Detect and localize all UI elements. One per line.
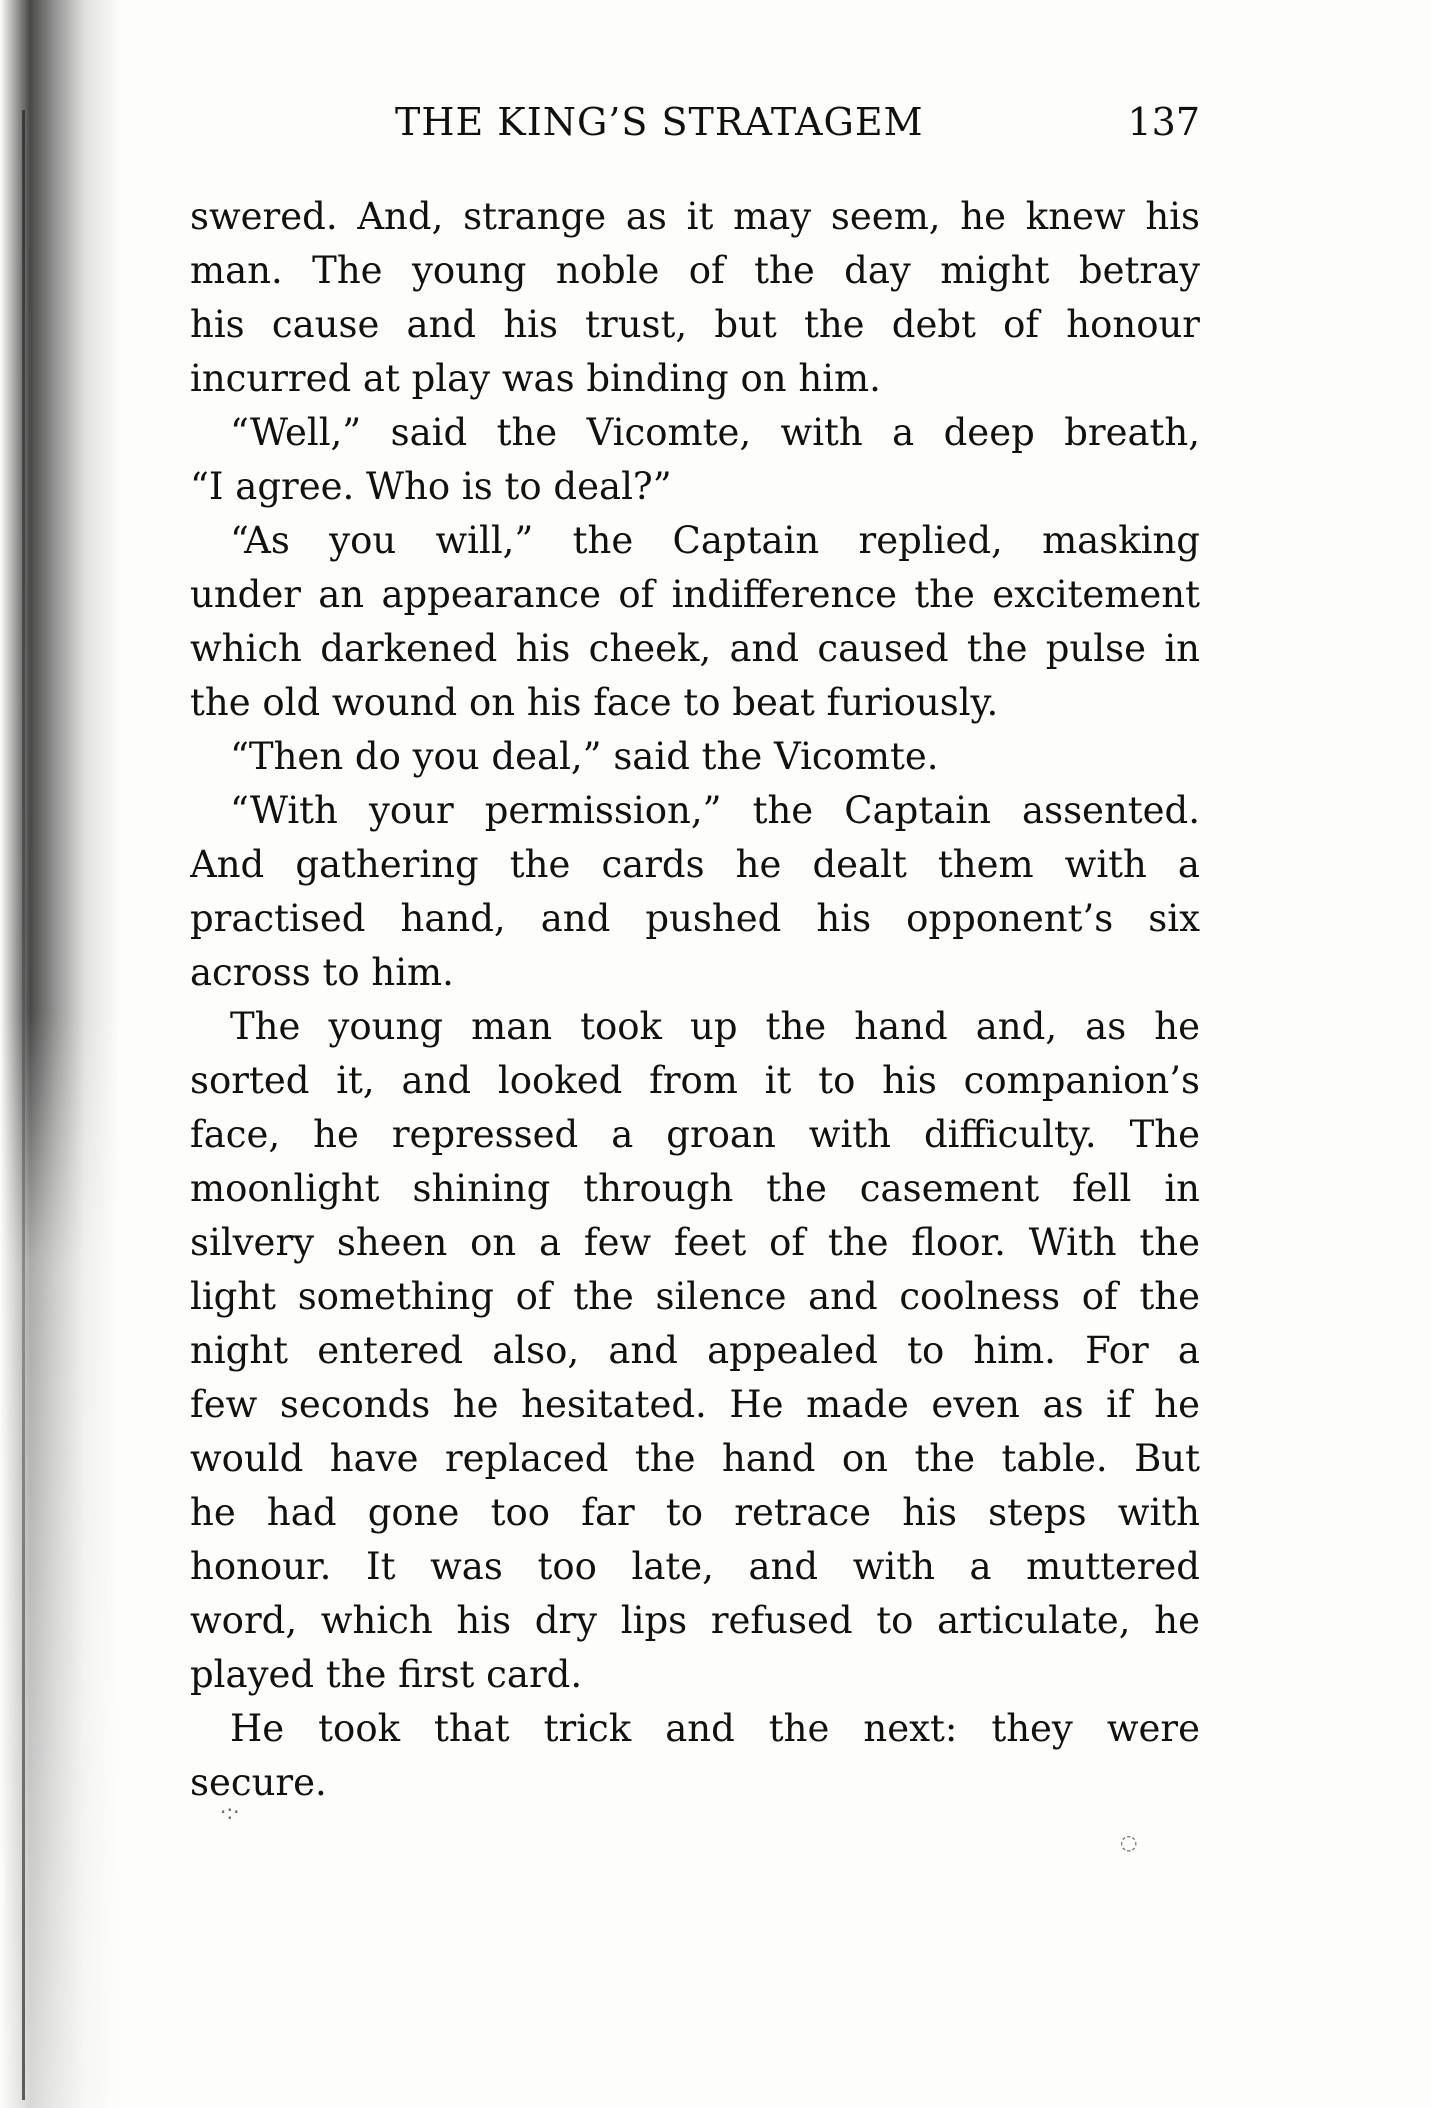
text-line: practised hand, and pushed his opponent’s six <box>190 897 1200 940</box>
text-line: which darkened his cheek, and caused the pulse in <box>190 627 1200 670</box>
text-line: silvery sheen on a few feet of the floor. With the <box>190 1221 1200 1264</box>
running-title: THE KING’S STRATAGEM <box>395 100 924 144</box>
running-header <box>190 100 1200 160</box>
binding-edge <box>22 110 25 2100</box>
text-line: under an appearance of indifference the excitement <box>190 573 1200 616</box>
text-line: sorted it, and looked from it to his companion’s <box>190 1059 1200 1102</box>
text-line: face, he repressed a groan with difficulty. The <box>190 1113 1200 1156</box>
text-line: “As you will,” the Captain replied, masking <box>230 519 1200 562</box>
text-line: his cause and his trust, but the debt of honour <box>190 303 1200 346</box>
text-line: would have replaced the hand on the table. But <box>190 1437 1200 1480</box>
text-line: few seconds he hesitated. He made even as if he <box>190 1383 1200 1426</box>
text-line: incurred at play was binding on him. <box>190 357 881 400</box>
text-line: played the first card. <box>190 1653 583 1696</box>
text-line: word, which his dry lips refused to articulate, he <box>190 1599 1200 1642</box>
text-line: The young man took up the hand and, as he <box>230 1005 1200 1048</box>
text-line: He took that trick and the next: they were <box>230 1707 1200 1750</box>
text-line: “Well,” said the Vicomte, with a deep breath, <box>230 411 1200 454</box>
text-line: swered. And, strange as it may seem, he knew his <box>190 195 1200 238</box>
text-line: the old wound on his face to beat furiously. <box>190 681 999 724</box>
text-line: he had gone too far to retrace his steps with <box>190 1491 1200 1534</box>
text-line: across to him. <box>190 951 454 994</box>
body-text <box>190 190 1200 1810</box>
text-line: man. The young noble of the day might betray <box>190 249 1200 292</box>
binding-shadow <box>0 0 120 2108</box>
text-line: moonlight shining through the casement fell in <box>190 1167 1200 1210</box>
text-line: secure. <box>190 1761 327 1804</box>
text-line: And gathering the cards he dealt them with a <box>190 843 1200 886</box>
scan-speck: ·:· <box>220 1800 240 1824</box>
text-line: light something of the silence and coolness of the <box>190 1275 1200 1318</box>
text-line: “I agree. Who is to deal?” <box>190 465 672 508</box>
text-line: honour. It was too late, and with a muttered <box>190 1545 1200 1588</box>
text-line: “With your permission,” the Captain assented. <box>230 789 1200 832</box>
page-number: 137 <box>1127 100 1200 144</box>
text-line: night entered also, and appealed to him. For a <box>190 1329 1200 1372</box>
text-line: “Then do you deal,” said the Vicomte. <box>230 735 939 778</box>
scan-speck: ◌ <box>1120 1830 1138 1854</box>
